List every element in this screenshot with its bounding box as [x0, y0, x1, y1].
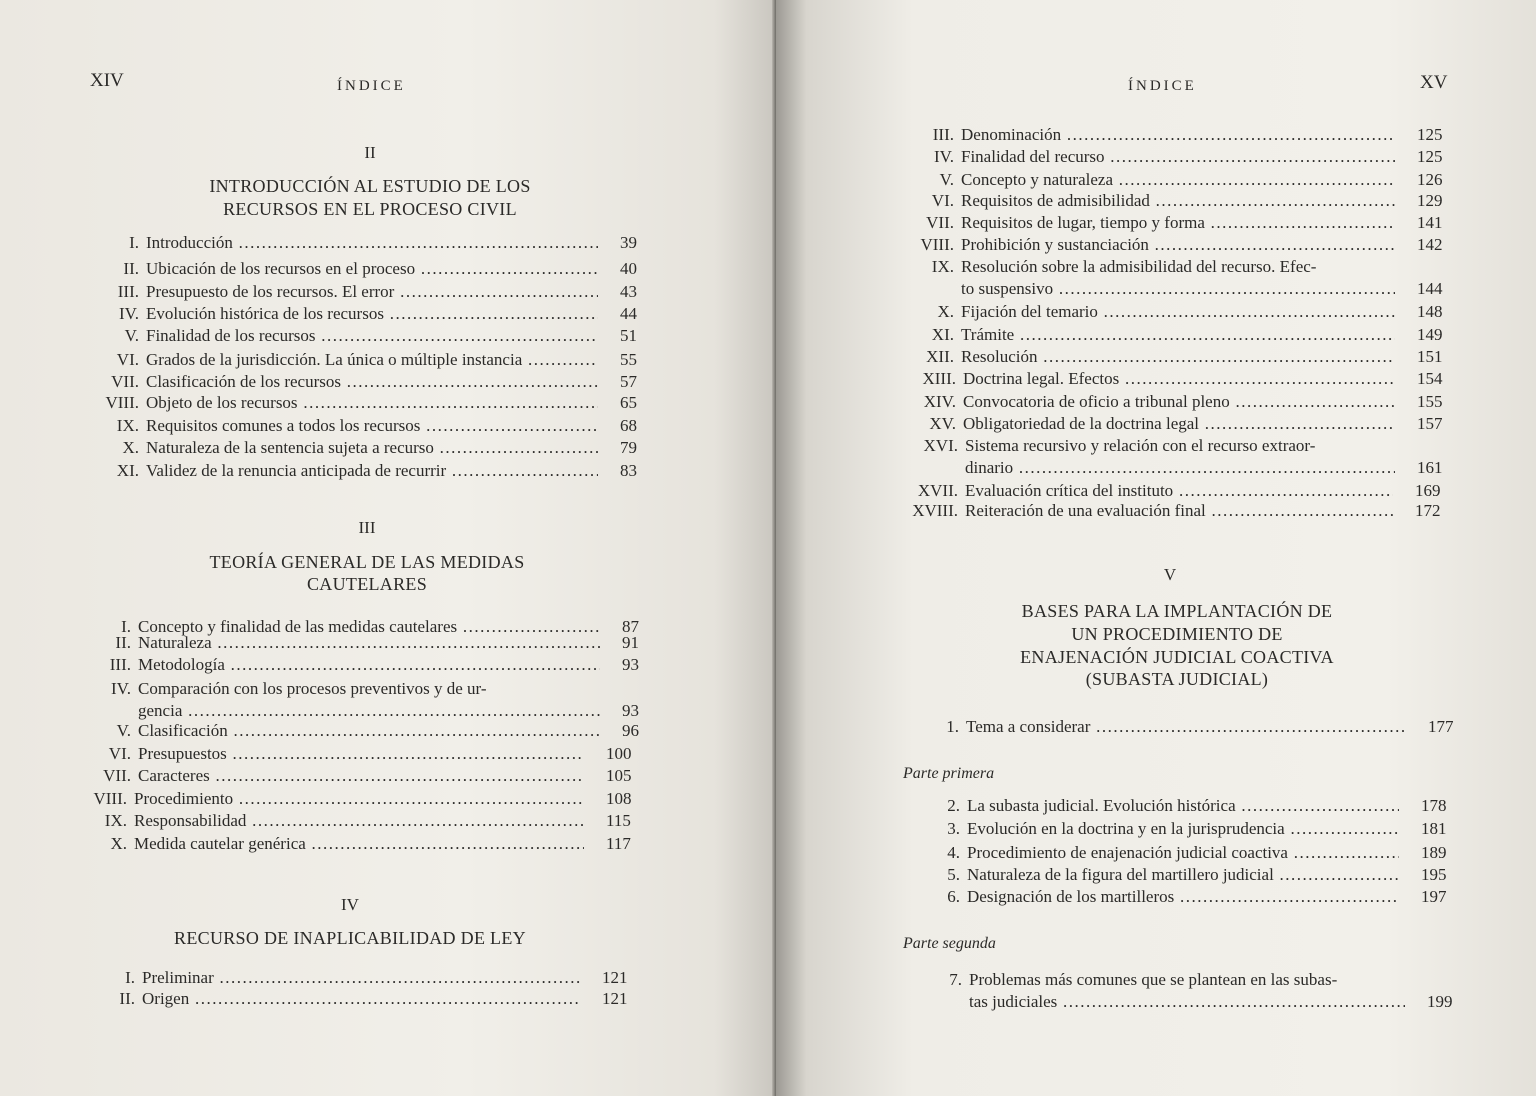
- entry-title: Finalidad de los recursos .....: [146, 325, 598, 347]
- entry-page: 125: [1417, 125, 1443, 144]
- entry-page: 144: [1417, 279, 1443, 298]
- entry-page: 199: [1427, 992, 1453, 1011]
- toc-entry: [93, 788, 632, 810]
- entry-title: Procedimiento de enajenación judicial coactiva .....: [967, 842, 1399, 864]
- entry-number: 3.: [947, 819, 960, 838]
- entry-page: 169: [1415, 481, 1441, 500]
- toc-entry: [947, 864, 1447, 886]
- entry-title: Evolución histórica de los recursos .....: [146, 303, 598, 325]
- entry-title: Trámite .....: [961, 324, 1395, 346]
- toc-entry: [931, 324, 1443, 346]
- entry-number: XII.: [926, 347, 954, 366]
- right-page: [776, 0, 1536, 1096]
- entry-title: Resolución .....: [961, 346, 1395, 368]
- toc-entry: [920, 234, 1443, 256]
- entry-title: Grados de la jurisdicción. La única o múltiple instancia .....: [146, 349, 598, 371]
- entry-title: Validez de la renuncia anticipada de recurrir .....: [146, 460, 598, 482]
- entry-title: Concepto y finalidad de las medidas cautelares .....: [138, 616, 600, 638]
- entry-number: VIII.: [105, 393, 139, 412]
- entry-page: 129: [1417, 191, 1443, 210]
- entry-title: to suspensivo .....: [961, 278, 1395, 300]
- entry-title: Reiteración de una evaluación final .....: [965, 500, 1393, 522]
- entry-title: Fijación del temario .....: [961, 301, 1395, 323]
- entry-number: 4.: [947, 843, 960, 862]
- toc-entry: [109, 654, 639, 676]
- entry-number: IV.: [119, 304, 139, 323]
- left-folio: XIV: [90, 70, 124, 91]
- entry-title: tas judiciales .....: [969, 991, 1405, 1013]
- toc-entry: [108, 743, 632, 765]
- entry-number: 6.: [947, 887, 960, 906]
- entry-number: VI.: [931, 191, 954, 210]
- section-title-line: RECURSO DE INAPLICABILIDAD DE LEY: [174, 928, 526, 948]
- entry-number: X.: [122, 438, 139, 457]
- toc-entry: [939, 169, 1443, 191]
- toc-entry: [947, 842, 1447, 864]
- toc-entry: [124, 325, 637, 347]
- section-number: III: [358, 518, 376, 537]
- entry-number: IV.: [111, 679, 131, 698]
- toc-entry: [116, 415, 637, 437]
- entry-page: 142: [1417, 235, 1443, 254]
- entry-number: X.: [110, 834, 127, 853]
- toc-entry: [934, 146, 1443, 168]
- toc-entry: [937, 301, 1443, 323]
- entry-page: 149: [1417, 325, 1443, 344]
- entry-number: X.: [937, 302, 954, 321]
- entry-page: 55: [620, 350, 637, 369]
- entry-number: VIII.: [93, 789, 127, 808]
- section-number: II: [364, 143, 376, 162]
- section-title-line: TEORÍA GENERAL DE LAS MEDIDAS: [209, 552, 525, 572]
- entry-number: IX.: [104, 811, 127, 830]
- toc-entry: [104, 810, 631, 832]
- toc-entry: [931, 190, 1443, 212]
- section-title-line: INTRODUCCIÓN AL ESTUDIO DE LOS: [209, 176, 531, 196]
- entry-number: I.: [129, 233, 139, 252]
- entry-number: VII.: [103, 766, 131, 785]
- entry-title: Concepto y naturaleza .....: [961, 169, 1395, 191]
- entry-title: Denominación .....: [961, 124, 1395, 146]
- entry-page: 68: [620, 416, 637, 435]
- toc-entry: [947, 795, 1447, 817]
- right-running-head: ÍNDICE: [1128, 78, 1197, 94]
- entry-number: 5.: [947, 865, 960, 884]
- entry-title: Presupuestos .....: [138, 743, 584, 765]
- toc-entry: [110, 833, 631, 855]
- entry-page: 189: [1421, 843, 1447, 862]
- entry-page: 87: [622, 617, 639, 636]
- toc-entry: [917, 480, 1441, 502]
- entry-title-line1: Resolución sobre la admisibilidad del recurso. Efec-: [961, 257, 1317, 276]
- entry-page: 93: [622, 655, 639, 674]
- entry-page: 141: [1417, 213, 1443, 232]
- toc-entry: [105, 392, 637, 414]
- entry-number: VI.: [116, 350, 139, 369]
- entry-title: gencia .....: [138, 700, 600, 722]
- entry-title: dinario .....: [965, 457, 1395, 479]
- entry-page: 177: [1428, 717, 1454, 736]
- entry-number: XI.: [931, 325, 954, 344]
- entry-title: Objeto de los recursos .....: [146, 392, 598, 414]
- entry-page: 115: [606, 811, 631, 830]
- entry-number: IX.: [931, 257, 954, 276]
- entry-page: 57: [620, 372, 637, 391]
- entry-number: XVI.: [923, 436, 958, 455]
- toc-entry: [947, 818, 1447, 840]
- entry-number: XVII.: [917, 481, 958, 500]
- entry-page: 91: [622, 633, 639, 652]
- entry-page: 117: [606, 834, 631, 853]
- entry-page: 155: [1417, 392, 1443, 411]
- entry-page: 154: [1417, 369, 1443, 388]
- entry-title: Prohibición y sustanciación .....: [961, 234, 1395, 256]
- entry-page: 121: [602, 968, 628, 987]
- section-title-line: (SUBASTA JUDICIAL): [1085, 669, 1269, 689]
- entry-title: Designación de los martilleros .....: [967, 886, 1399, 908]
- entry-page: 172: [1415, 501, 1441, 520]
- entry-page: 43: [620, 282, 637, 301]
- entry-title: Responsabilidad .....: [134, 810, 584, 832]
- section-title-line: BASES PARA LA IMPLANTACIÓN DE: [1021, 601, 1333, 621]
- toc-entry: [929, 413, 1443, 435]
- entry-number: II.: [123, 259, 139, 278]
- section-title-line: RECURSOS EN EL PROCESO CIVIL: [223, 199, 517, 219]
- entry-title: Preliminar .....: [142, 967, 580, 989]
- entry-number: III.: [109, 655, 131, 674]
- entry-number: 7.: [949, 970, 962, 989]
- entry-title: Requisitos de lugar, tiempo y forma .....: [961, 212, 1395, 234]
- entry-page: 44: [620, 304, 637, 323]
- entry-page: 105: [606, 766, 632, 785]
- entry-title: Clasificación .....: [138, 720, 600, 742]
- entry-title: Metodología .....: [138, 654, 600, 676]
- entry-number: III.: [932, 125, 954, 144]
- entry-number: XI.: [116, 461, 139, 480]
- section-title-line: UN PROCEDIMIENTO DE: [1071, 624, 1283, 644]
- section-number: V: [1163, 565, 1177, 584]
- entry-number: I.: [125, 968, 135, 987]
- entry-number: VII.: [926, 213, 954, 232]
- entry-title: Naturaleza de la sentencia sujeta a recurso .....: [146, 437, 598, 459]
- entry-number: VII.: [111, 372, 139, 391]
- entry-title-line1: Problemas más comunes que se plantean en las subas-: [969, 970, 1338, 989]
- toc-entry: [116, 460, 637, 482]
- entry-title: Naturaleza .....: [138, 632, 600, 654]
- toc-entry: [119, 988, 628, 1010]
- entry-page: 126: [1417, 170, 1443, 189]
- entry-title: Evolución en la doctrina y en la jurisprudencia .....: [967, 818, 1399, 840]
- entry-title: La subasta judicial. Evolución histórica .....: [967, 795, 1399, 817]
- entry-title: Presupuesto de los recursos. El error .....: [146, 281, 598, 303]
- entry-page: 195: [1421, 865, 1447, 884]
- toc-entry: [123, 258, 637, 280]
- toc-entry: [111, 678, 639, 722]
- toc-entry: [949, 969, 1453, 1013]
- entry-number: I.: [121, 617, 131, 636]
- entry-number: VI.: [108, 744, 131, 763]
- entry-number: IX.: [116, 416, 139, 435]
- entry-number: V.: [939, 170, 954, 189]
- toc-entry: [923, 391, 1443, 413]
- entry-number: II.: [115, 633, 131, 652]
- entry-title: Procedimiento .....: [134, 788, 584, 810]
- entry-page: 65: [620, 393, 637, 412]
- part-label: Parte primera: [903, 765, 995, 782]
- toc-entry: [111, 371, 637, 393]
- toc-entry: [926, 346, 1443, 368]
- entry-page: 83: [620, 461, 637, 480]
- toc-entry: [117, 281, 637, 303]
- toc-entry: [119, 303, 637, 325]
- toc-entry: [116, 349, 637, 371]
- entry-title: Obligatoriedad de la doctrina legal .....: [963, 413, 1395, 435]
- entry-number: IV.: [934, 147, 954, 166]
- entry-title: Caracteres .....: [138, 765, 584, 787]
- entry-number: XV.: [929, 414, 956, 433]
- entry-title: Medida cautelar genérica .....: [134, 833, 584, 855]
- entry-title-line1: Sistema recursivo y relación con el recurso extraor-: [965, 436, 1316, 455]
- entry-title: Finalidad del recurso .....: [961, 146, 1395, 168]
- entry-number: II.: [119, 989, 135, 1008]
- entry-title: Convocatoria de oficio a tribunal pleno .....: [963, 391, 1395, 413]
- entry-title: Naturaleza de la figura del martillero judicial .....: [967, 864, 1399, 886]
- section-title-line: ENAJENACIÓN JUDICIAL COACTIVA: [1020, 647, 1334, 667]
- entry-title: Evaluación crítica del instituto .....: [965, 480, 1393, 502]
- entry-page: 93: [622, 701, 639, 720]
- entry-page: 96: [622, 721, 639, 740]
- entry-page: 39: [620, 233, 637, 252]
- toc-entry: [923, 435, 1443, 479]
- entry-number: V.: [116, 721, 131, 740]
- toc-entry: [116, 720, 639, 742]
- toc-entry: [129, 232, 637, 254]
- entry-page: 121: [602, 989, 628, 1008]
- entry-page: 161: [1417, 458, 1443, 477]
- entry-title: Requisitos de admisibilidad .....: [961, 190, 1395, 212]
- right-folio: XV: [1420, 72, 1448, 93]
- entry-title: Ubicación de los recursos en el proceso .....: [146, 258, 598, 280]
- entry-title-line1: Comparación con los procesos preventivos y de ur-: [138, 679, 487, 698]
- toc-entry: [115, 632, 639, 654]
- toc-entry: [103, 765, 632, 787]
- entry-title: Requisitos comunes a todos los recursos .....: [146, 415, 598, 437]
- entry-page: 79: [620, 438, 637, 457]
- entry-title: Clasificación de los recursos .....: [146, 371, 598, 393]
- entry-page: 40: [620, 259, 637, 278]
- entry-page: 148: [1417, 302, 1443, 321]
- entry-number: XIII.: [922, 369, 956, 388]
- toc-entry: [122, 437, 637, 459]
- entry-number: XVIII.: [912, 501, 958, 520]
- entry-page: 108: [606, 789, 632, 808]
- entry-title: Origen .....: [142, 988, 580, 1010]
- toc-entry: [912, 500, 1441, 522]
- toc-entry: [922, 368, 1443, 390]
- toc-entry: [947, 886, 1447, 908]
- entry-title: Doctrina legal. Efectos .....: [963, 368, 1395, 390]
- entry-page: 157: [1417, 414, 1443, 433]
- entry-number: V.: [124, 326, 139, 345]
- toc-entry: [932, 124, 1443, 146]
- entry-number: 1.: [946, 717, 959, 736]
- toc-entry: [926, 212, 1443, 234]
- toc-entry: [946, 716, 1454, 738]
- entry-page: 151: [1417, 347, 1443, 366]
- left-running-head: ÍNDICE: [337, 78, 406, 94]
- entry-page: 125: [1417, 147, 1443, 166]
- entry-page: 51: [620, 326, 637, 345]
- entry-title: Tema a considerar .....: [966, 716, 1406, 738]
- section-number: IV: [341, 895, 359, 914]
- section-title-line: CAUTELARES: [307, 574, 427, 594]
- entry-number: VIII.: [920, 235, 954, 254]
- entry-number: 2.: [947, 796, 960, 815]
- part-label: Parte segunda: [903, 935, 996, 952]
- entry-number: III.: [117, 282, 139, 301]
- entry-page: 181: [1421, 819, 1447, 838]
- entry-page: 100: [606, 744, 632, 763]
- entry-page: 178: [1421, 796, 1447, 815]
- entry-page: 197: [1421, 887, 1447, 906]
- entry-title: Introducción .....: [146, 232, 598, 254]
- toc-entry: [931, 256, 1443, 300]
- toc-entry: [125, 967, 628, 989]
- entry-number: XIV.: [923, 392, 956, 411]
